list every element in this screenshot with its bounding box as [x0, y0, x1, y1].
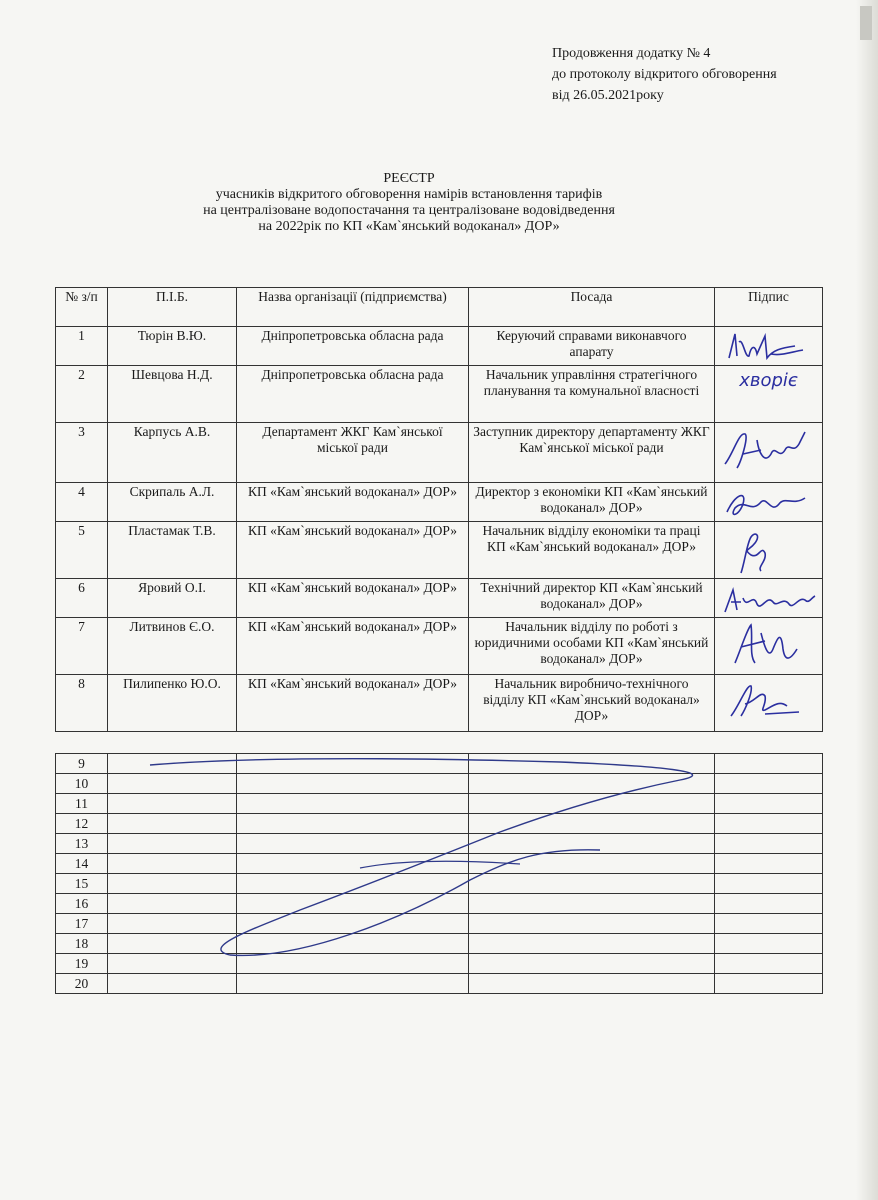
table-row [56, 483, 823, 522]
row-position: Начальник відділу економіки та праці КП «Кам`янський водоканал» ДОР» [469, 522, 715, 579]
empty-cell [469, 954, 715, 974]
table-row [56, 327, 823, 366]
empty-cell [108, 954, 237, 974]
row-number: 19 [56, 954, 108, 974]
handwritten-signature-4 [721, 484, 811, 522]
row-organization: КП «Кам`янський водоканал» ДОР» [237, 579, 469, 618]
signature-cell [715, 423, 823, 483]
signature-cell [715, 579, 823, 618]
empty-cell [237, 854, 469, 874]
row-number: 3 [56, 423, 108, 483]
row-number: 17 [56, 914, 108, 934]
table-row [56, 934, 823, 954]
row-number: 13 [56, 834, 108, 854]
empty-cell [237, 874, 469, 894]
row-number: 18 [56, 934, 108, 954]
row-number: 16 [56, 894, 108, 914]
row-name: Литвинов Є.О. [108, 618, 237, 675]
table-row [56, 874, 823, 894]
column-header-position: Посада [469, 288, 715, 327]
title-line-1: РЕЄСТР [383, 171, 435, 186]
empty-cell [108, 754, 237, 774]
page-edge-mark [860, 6, 872, 40]
row-number: 6 [56, 579, 108, 618]
row-name: Пилипенко Ю.О. [108, 675, 237, 732]
table-row [56, 894, 823, 914]
empty-cell [108, 874, 237, 894]
row-name: Тюрін В.Ю. [108, 327, 237, 366]
handwritten-signature-3 [721, 424, 811, 476]
row-organization: Дніпропетровська обласна рада [237, 327, 469, 366]
row-number: 4 [56, 483, 108, 522]
empty-cell [469, 974, 715, 994]
row-position: Заступник директору департаменту ЖКГ Кам`янської міської ради [469, 423, 715, 483]
table-row [56, 366, 823, 423]
row-number: 10 [56, 774, 108, 794]
row-number: 1 [56, 327, 108, 366]
title-line-2: учасників відкритого обговорення намірів встановлення тарифів [215, 187, 603, 202]
empty-cell [108, 834, 237, 854]
row-organization: КП «Кам`янський водоканал» ДОР» [237, 618, 469, 675]
title-line-4: на 2022рік по КП «Кам`янський водоканал» ДОР» [258, 219, 560, 234]
row-position: Начальник управління стратегічного планування та комунальної власності [469, 366, 715, 423]
row-number: 15 [56, 874, 108, 894]
table-row [56, 814, 823, 834]
empty-cell [108, 814, 237, 834]
empty-cell [108, 854, 237, 874]
row-number: 9 [56, 754, 108, 774]
row-organization: Дніпропетровська обласна рада [237, 366, 469, 423]
page-edge-shadow [856, 0, 878, 1200]
row-number: 12 [56, 814, 108, 834]
empty-cell [715, 814, 823, 834]
signature-cell [715, 522, 823, 579]
row-position: Начальник виробничо-технічного відділу КП «Кам`янський водоканал» ДОР» [469, 675, 715, 732]
appendix-header [552, 43, 777, 106]
row-name: Шевцова Н.Д. [108, 366, 237, 423]
row-number: 7 [56, 618, 108, 675]
empty-cell [469, 814, 715, 834]
row-position: Керуючий справами виконавчого апарату [469, 327, 715, 366]
row-number: 20 [56, 974, 108, 994]
column-header-number: № з/п [56, 288, 108, 327]
empty-rows-body [56, 754, 823, 994]
row-position: Начальник відділу по роботі з юридичними особами КП «Кам`янський водоканал» ДОР» [469, 618, 715, 675]
empty-cell [108, 794, 237, 814]
handwritten-signature-8 [721, 676, 811, 731]
column-header-name: П.І.Б. [108, 288, 237, 327]
empty-cell [469, 794, 715, 814]
document-title [120, 171, 698, 235]
signature-cell [715, 366, 823, 423]
row-number: 11 [56, 794, 108, 814]
table-row [56, 974, 823, 994]
row-name: Карпусь А.В. [108, 423, 237, 483]
row-organization: КП «Кам`янський водоканал» ДОР» [237, 675, 469, 732]
handwritten-signature-5 [721, 523, 811, 578]
participants-table [55, 287, 823, 732]
empty-cell [715, 874, 823, 894]
empty-cell [715, 894, 823, 914]
title-line-3: на централізоване водопостачання та централізоване водовідведення [203, 203, 615, 218]
empty-rows-table [55, 753, 823, 994]
signature-cell [715, 327, 823, 366]
row-number: 14 [56, 854, 108, 874]
empty-cell [715, 914, 823, 934]
empty-cell [237, 934, 469, 954]
row-number: 2 [56, 366, 108, 423]
table-row [56, 834, 823, 854]
empty-cell [237, 914, 469, 934]
empty-cell [237, 954, 469, 974]
empty-cell [715, 754, 823, 774]
column-header-organization: Назва організації (підприємства) [237, 288, 469, 327]
empty-cell [715, 794, 823, 814]
row-position: Технічний директор КП «Кам`янський водоканал» ДОР» [469, 579, 715, 618]
row-number: 8 [56, 675, 108, 732]
empty-cell [469, 774, 715, 794]
empty-cell [715, 834, 823, 854]
empty-cell [108, 934, 237, 954]
header-line-2: до протоколу відкритого обговорення [552, 67, 777, 82]
table-row [56, 754, 823, 774]
row-position: Директор з економіки КП «Кам`янський водоканал» ДОР» [469, 483, 715, 522]
empty-cell [469, 754, 715, 774]
empty-cell [237, 834, 469, 854]
handwritten-signature-6 [721, 580, 821, 618]
signature-cell [715, 483, 823, 522]
handwritten-signature-1 [721, 328, 811, 366]
empty-cell [237, 794, 469, 814]
header-line-3: від 26.05.2021року [552, 88, 664, 103]
table-row [56, 618, 823, 675]
empty-cell [237, 974, 469, 994]
empty-cell [108, 974, 237, 994]
table-row [56, 854, 823, 874]
empty-cell [715, 974, 823, 994]
empty-cell [715, 774, 823, 794]
column-header-signature: Підпис [715, 288, 823, 327]
signature-cell [715, 675, 823, 732]
signature-cell [715, 618, 823, 675]
row-name: Скрипаль А.Л. [108, 483, 237, 522]
empty-cell [108, 894, 237, 914]
empty-cell [237, 754, 469, 774]
empty-cell [469, 874, 715, 894]
signature-note: хворіє [739, 370, 798, 391]
table-row [56, 675, 823, 732]
table-header-row [56, 288, 823, 327]
table-row [56, 954, 823, 974]
row-organization: КП «Кам`янський водоканал» ДОР» [237, 483, 469, 522]
empty-cell [108, 914, 237, 934]
empty-cell [469, 914, 715, 934]
empty-cell [469, 934, 715, 954]
row-name: Пластамак Т.В. [108, 522, 237, 579]
table-row [56, 423, 823, 483]
table-row [56, 914, 823, 934]
empty-cell [715, 854, 823, 874]
empty-cell [715, 934, 823, 954]
empty-cell [715, 954, 823, 974]
header-line-1: Продовження додатку № 4 [552, 46, 711, 61]
table-row [56, 794, 823, 814]
empty-cell [469, 834, 715, 854]
row-number: 5 [56, 522, 108, 579]
table-row [56, 774, 823, 794]
empty-cell [237, 814, 469, 834]
empty-cell [237, 894, 469, 914]
row-organization: Департамент ЖКГ Кам`янської міської ради [237, 423, 469, 483]
table-row [56, 579, 823, 618]
row-organization: КП «Кам`янський водоканал» ДОР» [237, 522, 469, 579]
empty-cell [469, 894, 715, 914]
empty-cell [237, 774, 469, 794]
empty-cell [108, 774, 237, 794]
row-name: Яровий О.І. [108, 579, 237, 618]
handwritten-signature-7 [721, 619, 811, 674]
empty-cell [469, 854, 715, 874]
table-row [56, 522, 823, 579]
